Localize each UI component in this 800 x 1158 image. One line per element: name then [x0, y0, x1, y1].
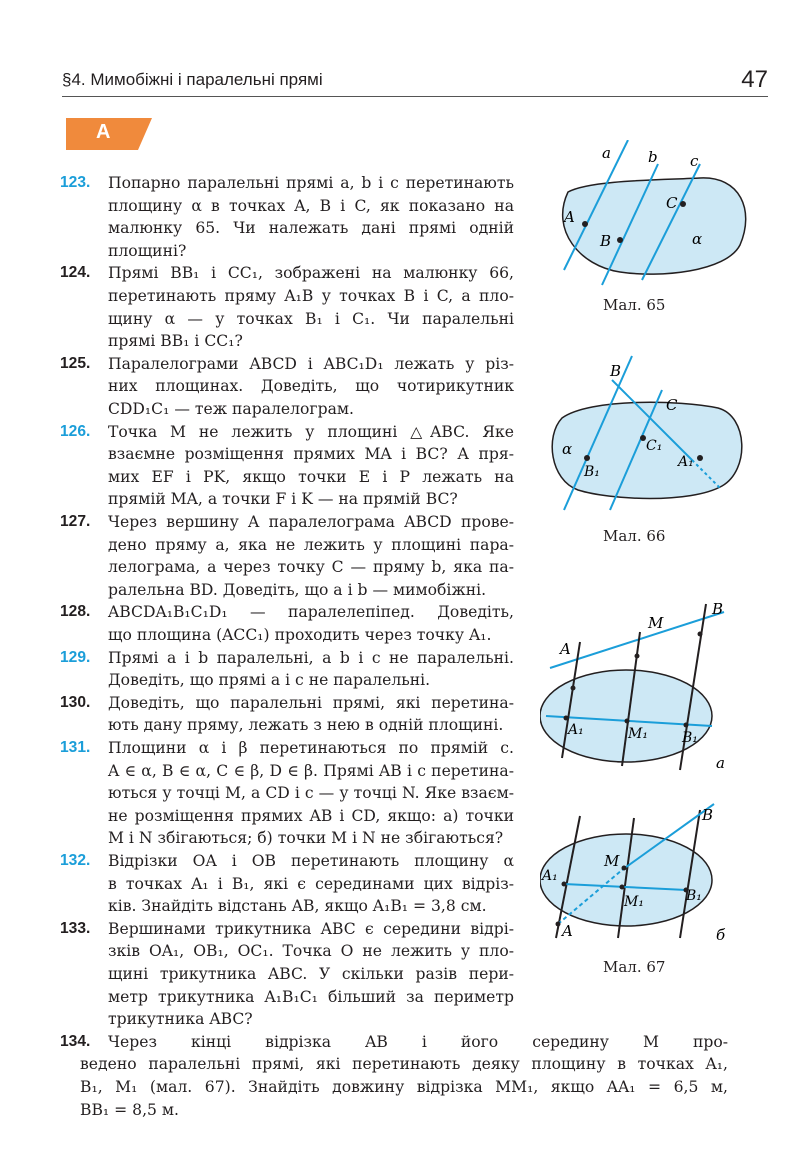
problem-number: 132.	[60, 852, 91, 869]
label-C: C	[666, 194, 678, 212]
label-sub-a: а	[716, 754, 725, 772]
problem-line: зків OA₁, OB₁, OC₁. Точка O не лежить у пло-	[108, 942, 514, 961]
point-A	[582, 221, 588, 227]
problem-126	[60, 421, 514, 511]
label-A: A	[560, 640, 571, 658]
point-B1	[584, 455, 590, 461]
figure-67a	[540, 598, 770, 778]
header-divider	[62, 96, 768, 97]
problem-line: перетинають пряму A₁B у точках B і C, а пло-	[108, 286, 514, 305]
problem-number: 134.	[60, 1032, 91, 1050]
problem-line: не розміщення прямих AB і CD, якщо: а) точки	[108, 806, 514, 825]
point-C	[680, 201, 686, 207]
problem-line: B₁, M₁ (мал. 67). Знайдіть довжину відрізка MM₁, якщо AA₁ = 6,5 м,	[80, 1077, 728, 1096]
problem-131	[60, 737, 514, 850]
label-c: c	[690, 152, 699, 170]
problem-line: що площина (ACC₁) проходить через точку A₁.	[108, 625, 492, 644]
problem-line: взаємне розміщення прямих MA і BC? А пря-	[108, 445, 514, 464]
problem-line: ралельна BD. Доведіть, що a і b — мимобіжні.	[108, 580, 487, 599]
figure-66	[540, 350, 770, 525]
caption-65: Мал. 65	[603, 296, 666, 314]
section-badge-label: А	[96, 121, 111, 143]
problem-number: 130.	[60, 693, 91, 711]
label-A: A	[564, 208, 575, 226]
problem-number: 133.	[60, 919, 91, 937]
problem-line: BB₁ = 8,5 м.	[80, 1100, 179, 1119]
problem-line: дено пряму a, яка не лежить у площині пара-	[108, 535, 514, 554]
problem-133	[60, 918, 514, 1031]
problem-line: площині?	[108, 241, 187, 260]
label-A: A	[562, 922, 573, 940]
problem-134	[60, 1031, 728, 1121]
section-badge	[66, 118, 152, 150]
problem-line: ють дану пряму, лежать з нею в одній площині.	[108, 716, 504, 735]
plane-alpha	[563, 178, 746, 274]
problem-line: Через вершину A паралелограма ABCD прове-	[108, 513, 514, 531]
label-M1: M₁	[624, 894, 644, 910]
problem-line: метр трикутника A₁B₁C₁ більший за периметр	[108, 987, 514, 1006]
problem-line: малюнку 65. Чи належать дані прямі одній	[108, 219, 514, 238]
problem-number: 131.	[60, 739, 91, 756]
problem-line: в точках A₁ і B₁, які є серединами цих відріз-	[108, 874, 514, 893]
problem-line: Попарно паралельні прямі a, b і c перетинають	[108, 174, 514, 192]
problem-line: Прямі a і b паралельні, а b і c не паралельні.	[108, 648, 514, 667]
label-B: B	[610, 362, 622, 380]
label-B: B	[702, 806, 714, 824]
problem-line: Доведіть, що прямі a і c не паралельні.	[108, 671, 431, 690]
problem-line: площину α в точках A, B і C, як показано на	[108, 196, 514, 215]
running-header: §4. Мимобіжні і паралельні прямі	[62, 70, 323, 89]
caption-66: Мал. 66	[603, 527, 666, 545]
problem-line: ються у точці M, а CD і c — у точці N. Яке взаєм-	[108, 784, 514, 803]
problem-number: 127.	[60, 513, 91, 530]
problem-127	[60, 511, 514, 601]
problem-number: 129.	[60, 648, 91, 666]
caption-67: Мал. 67	[603, 958, 666, 976]
problem-129	[60, 647, 514, 692]
problem-number: 123.	[60, 174, 91, 191]
label-B: B	[712, 600, 724, 618]
point-B	[617, 237, 623, 243]
label-M: M	[648, 614, 664, 632]
label-A1: A₁	[542, 868, 558, 884]
problem-line: лелограма, а через точку C — пряму b, яка па-	[108, 558, 514, 577]
problem-line: мих EF і PK, якщо точки E і P лежать на	[108, 467, 514, 486]
label-alpha: α	[692, 230, 703, 248]
label-B: B	[600, 232, 612, 250]
problem-number: 125.	[60, 354, 91, 372]
problem-line: щину α — у точках B₁ і C₁. Чи паралельні	[108, 309, 514, 328]
problem-123	[60, 172, 514, 262]
problem-number: 124.	[60, 264, 91, 282]
label-B1: B₁	[584, 464, 600, 480]
label-B1: B₁	[682, 730, 698, 746]
problem-line: Паралелограми ABCD і ABC₁D₁ лежать у різ-	[108, 354, 514, 373]
label-sub-b: б	[716, 926, 726, 944]
problem-line: Доведіть, що паралельні прямі, які перетина-	[108, 693, 514, 712]
problem-line: Через кінці відрізка AB і його середину M про-	[108, 1032, 728, 1051]
problem-line: Відрізки OA і OB перетинають площину α	[108, 852, 514, 870]
problem-line: A ∈ α, B ∈ α, C ∈ β, D ∈ β. Прямі AB і c перетина-	[108, 761, 514, 780]
label-M: M	[604, 852, 620, 870]
problem-line: них площинах. Доведіть, що чотирикутник	[108, 377, 514, 396]
problem-line: ABCDA₁B₁C₁D₁ — паралелепіпед. Доведіть,	[108, 603, 514, 622]
point-A1	[697, 455, 703, 461]
page-number: 47	[741, 66, 768, 93]
label-A1: A₁	[568, 722, 584, 738]
label-b: b	[648, 148, 658, 166]
problem-132	[60, 850, 514, 918]
label-a: a	[602, 144, 611, 162]
problem-line: M і N збігаються; б) точки M і N не збігаються?	[108, 829, 504, 848]
problem-128	[60, 601, 514, 646]
problem-line: Прямі BB₁ і CC₁, зображені на малюнку 66,	[108, 264, 514, 283]
problem-line: Площини α і β перетинаються по прямій c.	[108, 739, 514, 757]
problem-line: прямій MA, а точки F і K — на прямій BC?	[108, 490, 458, 509]
problem-line: ведено паралельні прямі, які перетинають деяку площину в точках A₁,	[80, 1055, 728, 1074]
problem-line: ків. Знайдіть відстань AB, якщо A₁B₁ = 3,8 см.	[108, 897, 487, 916]
problem-line: щині трикутника ABC. У скільки разів пери-	[108, 964, 514, 983]
figure-67b	[540, 798, 770, 958]
problem-line: CDD₁C₁ — теж паралелограм.	[108, 399, 354, 418]
label-C1: C₁	[646, 438, 663, 454]
label-M1: M₁	[628, 726, 648, 742]
problem-line: трикутника ABC?	[108, 1010, 253, 1029]
problem-number: 126.	[60, 422, 91, 440]
problem-125	[60, 353, 514, 421]
problem-number: 128.	[60, 603, 91, 621]
problem-130	[60, 692, 514, 737]
problem-line: прямі BB₁ і CC₁?	[108, 332, 243, 351]
figure-65	[540, 140, 770, 290]
label-B1: B₁	[686, 888, 702, 904]
problem-124	[60, 262, 514, 352]
label-C: C	[666, 396, 678, 414]
problem-line: Точка M не лежить у площині △ABC. Яке	[108, 422, 514, 441]
label-A1: A₁	[678, 454, 694, 470]
label-alpha: α	[562, 440, 573, 458]
problem-line: Вершинами трикутника ABC є середини відрі-	[108, 919, 514, 938]
